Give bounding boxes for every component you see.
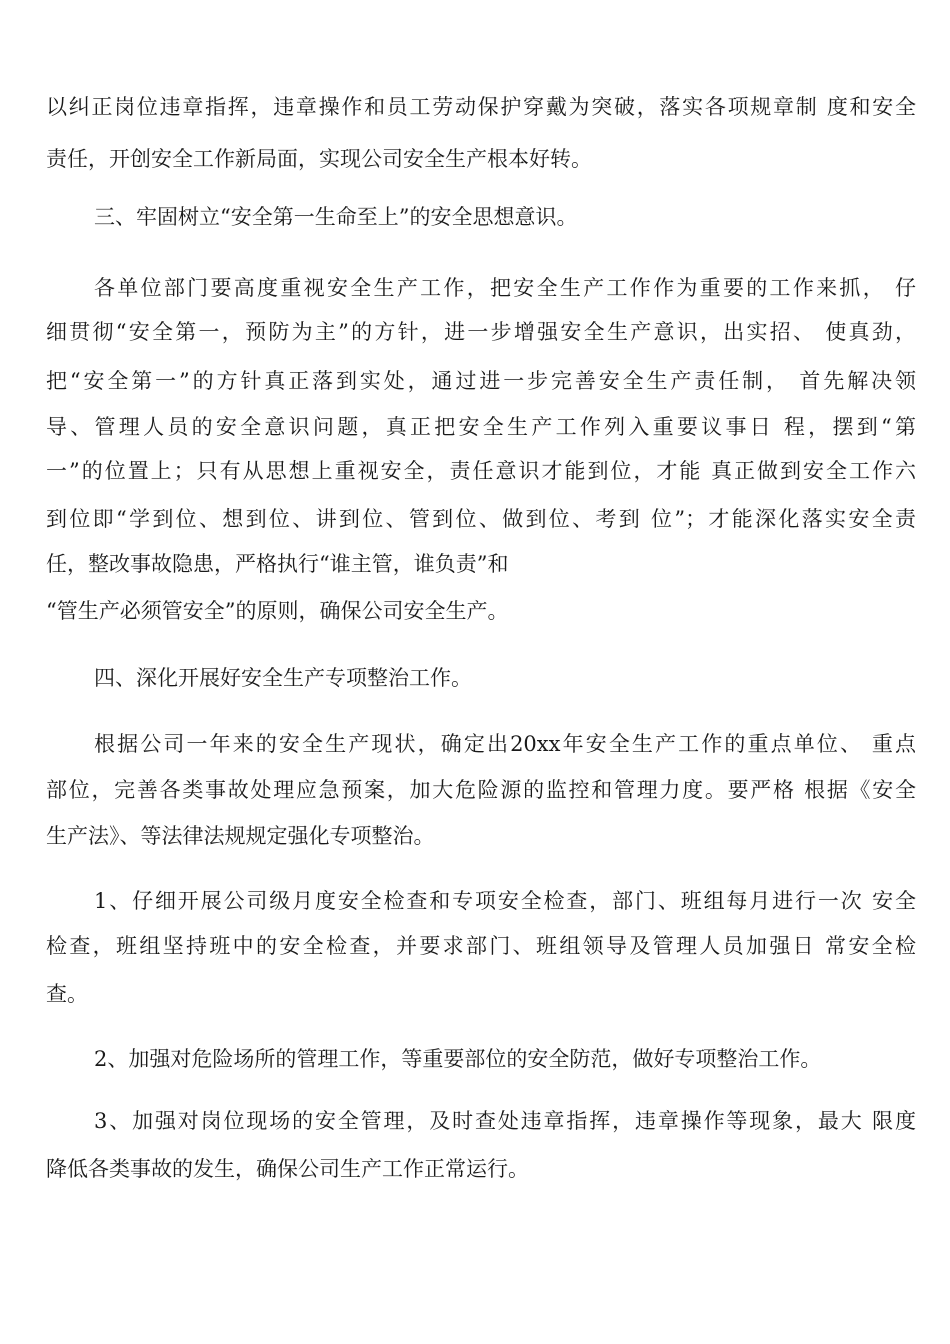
section-heading: 四、深化开展好安全生产专项整治工作。 bbox=[94, 666, 472, 690]
paragraph-line: 一”的位置上；只有从思想上重视安全，责任意识才能到位，才能 真正做到安全工作六 bbox=[46, 459, 916, 483]
list-item-line: 检查，班组坚持班中的安全检查，并要求部门、班组领导及管理人员加强日 常安全检 bbox=[46, 934, 917, 958]
paragraph-line: 根据公司一年来的安全生产现状，确定出20xx年安全生产工作的重点单位、 重点 bbox=[94, 732, 916, 756]
paragraph-line: 以纠正岗位违章指挥，违章操作和员工劳动保护穿戴为突破，落实各项规章制 度和安全 bbox=[46, 95, 916, 119]
paragraph-line: 生产法》、等法律法规规定强化专项整治。 bbox=[46, 824, 435, 848]
list-item-line: 1、仔细开展公司级月度安全检查和专项安全检查，部门、班组每月进行一次 安全 bbox=[94, 889, 916, 913]
paragraph-line: 把“安全第一”的方针真正落到实处，通过进一步完善安全生产责任制， 首先解决领 bbox=[46, 369, 916, 393]
section-heading: 三、牢固树立“安全第一生命至上”的安全思想意识。 bbox=[94, 205, 578, 229]
list-item-line: 降低各类事故的发生，确保公司生产工作正常运行。 bbox=[46, 1157, 529, 1181]
paragraph-line: 任，整改事故隐患，严格执行“谁主管，谁负责”和 bbox=[46, 552, 509, 576]
paragraph-line: 导、管理人员的安全意识问题，真正把安全生产工作列入重要议事日 程，摆到“第 bbox=[46, 415, 916, 439]
paragraph-line: 细贯彻“安全第一，预防为主”的方针，进一步增强安全生产意识，出实招、 使真劲， bbox=[46, 320, 916, 344]
list-item-line: 2、加强对危险场所的管理工作，等重要部位的安全防范，做好专项整治工作。 bbox=[94, 1047, 822, 1071]
paragraph-line: 责任，开创安全工作新局面，实现公司安全生产根本好转。 bbox=[46, 147, 592, 171]
list-item-line: 3、加强对岗位现场的安全管理，及时查处违章指挥，违章操作等现象，最大 限度 bbox=[94, 1109, 916, 1133]
paragraph-line: “管生产必须管安全”的原则，确保公司安全生产。 bbox=[46, 599, 509, 623]
paragraph-line: 到位即“学到位、想到位、讲到位、管到位、做到位、考到 位”；才能深化落实安全责 bbox=[46, 507, 916, 531]
paragraph-line: 各单位部门要高度重视安全生产工作，把安全生产工作作为重要的工作来抓， 仔 bbox=[94, 276, 916, 300]
paragraph-line: 部位，完善各类事故处理应急预案，加大危险源的监控和管理力度。要严格 根据《安全 bbox=[46, 778, 916, 802]
list-item-line: 查。 bbox=[46, 982, 88, 1006]
